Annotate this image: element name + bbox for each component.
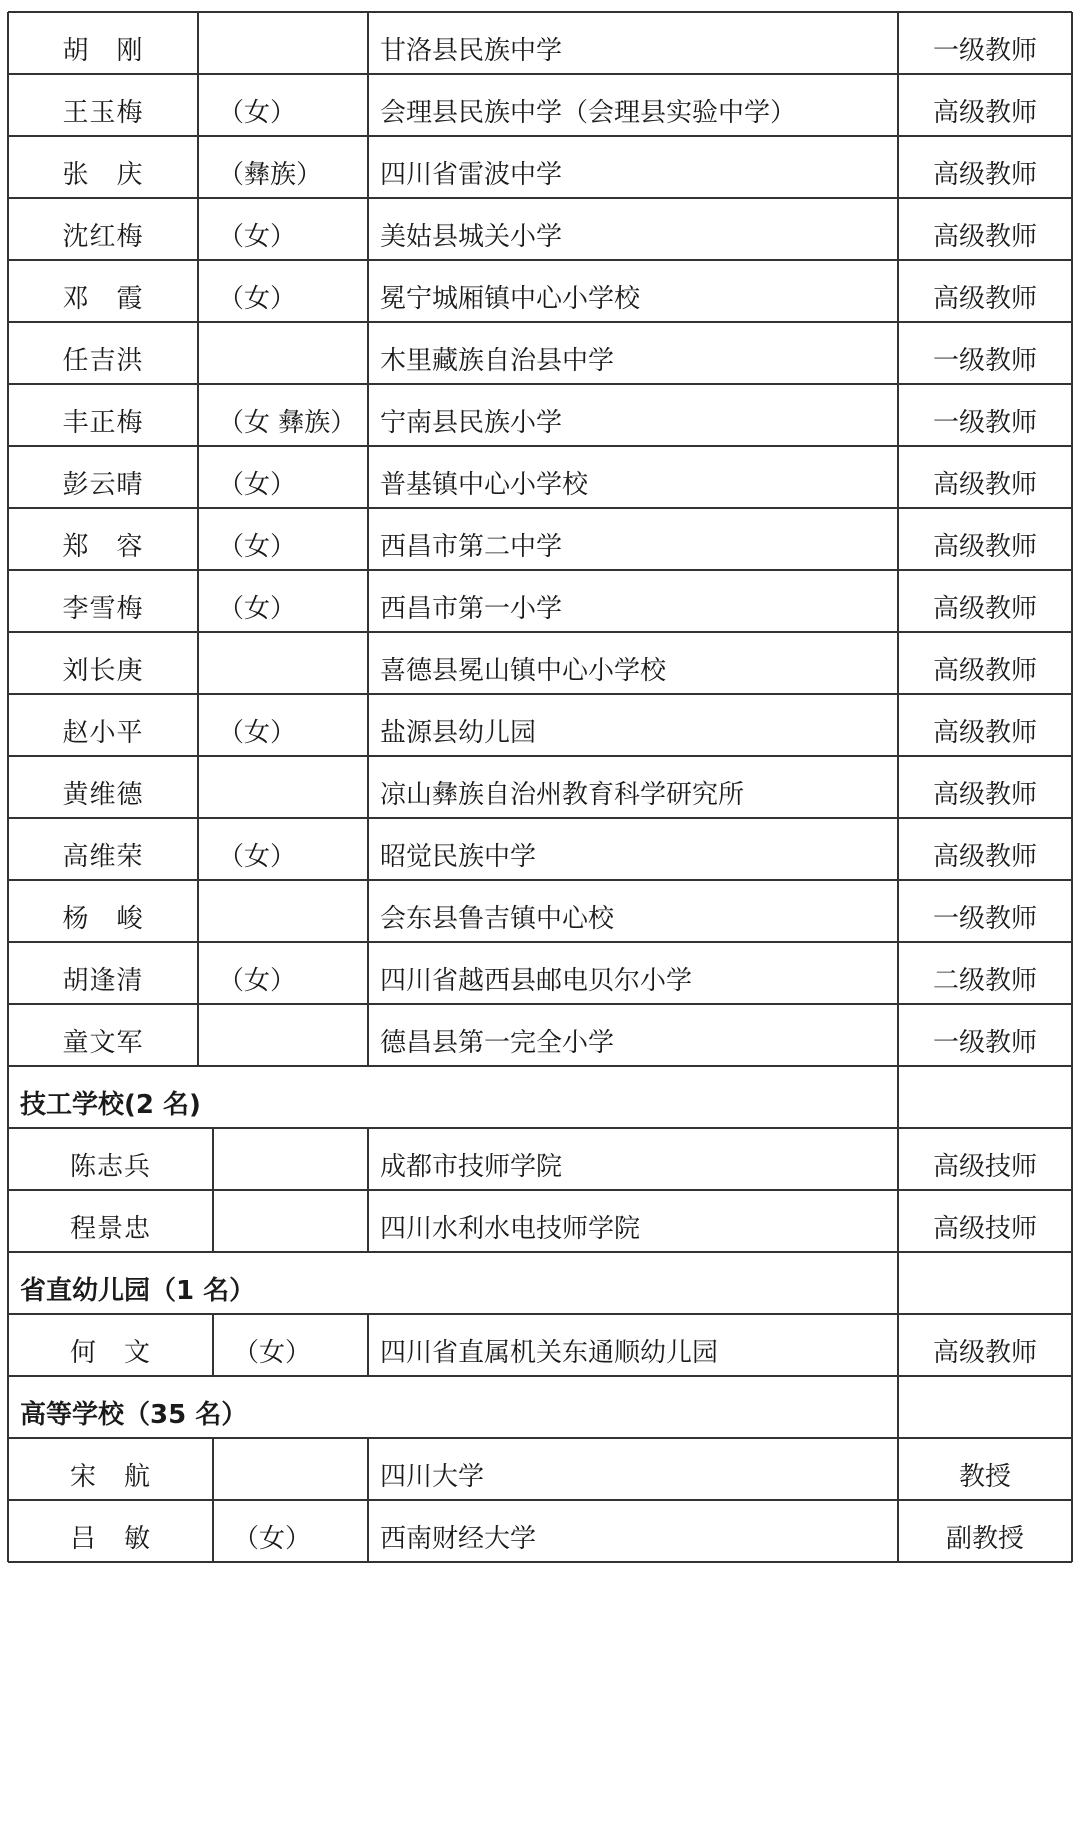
person-name: 高维荣 bbox=[62, 842, 144, 872]
school-name: 西南财经大学 bbox=[380, 1524, 537, 1554]
table-rule-vertical bbox=[7, 818, 9, 880]
person-name: 黄维德 bbox=[62, 780, 144, 810]
table-rule-vertical bbox=[7, 756, 9, 818]
job-title: 高级教师 bbox=[932, 780, 1037, 810]
person-name: 何 文 bbox=[69, 1338, 151, 1368]
person-name: 童文军 bbox=[62, 1028, 144, 1058]
person-note: （女 彝族） bbox=[218, 408, 357, 438]
table-rule-vertical bbox=[7, 880, 9, 942]
school-name: 冕宁城厢镇中心小学校 bbox=[380, 284, 641, 314]
table-rule-horizontal bbox=[8, 135, 1072, 137]
table-rule-vertical bbox=[897, 1190, 899, 1252]
table-rule-vertical bbox=[212, 1438, 214, 1500]
table-rule-horizontal bbox=[8, 445, 1072, 447]
table-rule-vertical bbox=[7, 1190, 9, 1252]
table-rule-vertical bbox=[367, 1314, 369, 1376]
table-rule-vertical bbox=[7, 1252, 9, 1314]
table-rule-vertical bbox=[197, 12, 199, 74]
school-name: 成都市技师学院 bbox=[380, 1152, 563, 1182]
table-rule-vertical bbox=[7, 322, 9, 384]
table-rule-vertical bbox=[897, 1128, 899, 1190]
table-rule-vertical bbox=[197, 322, 199, 384]
table-rule-vertical bbox=[897, 260, 899, 322]
person-note: （女） bbox=[233, 1338, 312, 1368]
person-name: 胡逢清 bbox=[62, 966, 144, 996]
table-rule-horizontal bbox=[8, 1003, 1072, 1005]
section-label: 高等学校（35 名） bbox=[20, 1400, 248, 1430]
job-title: 一级教师 bbox=[932, 904, 1037, 934]
job-title: 二级教师 bbox=[932, 966, 1037, 996]
job-title: 高级教师 bbox=[932, 160, 1037, 190]
person-name: 宋 航 bbox=[69, 1462, 151, 1492]
school-name: 会理县民族中学（会理县实验中学） bbox=[380, 98, 797, 128]
table-rule-vertical bbox=[197, 570, 199, 632]
table-rule-vertical bbox=[897, 756, 899, 818]
table-rule-vertical bbox=[1071, 446, 1073, 508]
table-rule-vertical bbox=[212, 1314, 214, 1376]
table-rule-vertical bbox=[367, 322, 369, 384]
person-name: 杨 峻 bbox=[62, 904, 144, 934]
school-name: 四川省直属机关东通顺幼儿园 bbox=[380, 1338, 719, 1368]
table-rule-vertical bbox=[367, 260, 369, 322]
table-rule-vertical bbox=[1071, 756, 1073, 818]
table-rule-vertical bbox=[197, 1004, 199, 1066]
table-rule-vertical bbox=[197, 260, 199, 322]
job-title: 一级教师 bbox=[932, 36, 1037, 66]
table-rule-vertical bbox=[367, 198, 369, 260]
school-name: 美姑县城关小学 bbox=[380, 222, 563, 252]
table-rule-vertical bbox=[367, 818, 369, 880]
table-rule-vertical bbox=[367, 136, 369, 198]
table-rule-vertical bbox=[897, 1066, 899, 1128]
table-rule-vertical bbox=[897, 508, 899, 570]
table-rule-vertical bbox=[212, 1128, 214, 1190]
table-rule-vertical bbox=[7, 12, 9, 74]
person-note: （女） bbox=[218, 718, 297, 748]
table-rule-vertical bbox=[197, 818, 199, 880]
table-rule-vertical bbox=[7, 136, 9, 198]
table-rule-vertical bbox=[1071, 1066, 1073, 1128]
table-rule-vertical bbox=[1071, 1500, 1073, 1562]
table-rule-horizontal bbox=[8, 73, 1072, 75]
school-name: 西昌市第二中学 bbox=[380, 532, 563, 562]
table-rule-vertical bbox=[367, 1128, 369, 1190]
table-rule-vertical bbox=[7, 198, 9, 260]
table-rule-vertical bbox=[897, 1438, 899, 1500]
job-title: 高级教师 bbox=[932, 842, 1037, 872]
table-rule-horizontal bbox=[8, 321, 1072, 323]
table-rule-horizontal bbox=[8, 1251, 1072, 1253]
table-rule-vertical bbox=[7, 508, 9, 570]
school-name: 昭觉民族中学 bbox=[380, 842, 537, 872]
table-rule-vertical bbox=[7, 570, 9, 632]
person-name: 沈红梅 bbox=[62, 222, 144, 252]
table-rule-horizontal bbox=[8, 631, 1072, 633]
table-rule-vertical bbox=[7, 260, 9, 322]
person-name: 李雪梅 bbox=[62, 594, 144, 624]
table-rule-vertical bbox=[367, 1004, 369, 1066]
table-rule-vertical bbox=[197, 384, 199, 446]
table-rule-vertical bbox=[1071, 880, 1073, 942]
table-rule-vertical bbox=[367, 880, 369, 942]
table-rule-vertical bbox=[212, 1500, 214, 1562]
table-rule-vertical bbox=[367, 1190, 369, 1252]
school-name: 甘洛县民族中学 bbox=[380, 36, 563, 66]
table-rule-vertical bbox=[897, 1252, 899, 1314]
table-rule-horizontal bbox=[8, 941, 1072, 943]
school-name: 盐源县幼儿园 bbox=[380, 718, 537, 748]
table-rule-vertical bbox=[197, 446, 199, 508]
job-title: 高级教师 bbox=[932, 284, 1037, 314]
table-rule-vertical bbox=[897, 1500, 899, 1562]
school-name: 四川省雷波中学 bbox=[380, 160, 563, 190]
table-rule-vertical bbox=[897, 818, 899, 880]
table-rule-horizontal bbox=[8, 1499, 1072, 1501]
job-title: 高级教师 bbox=[932, 594, 1037, 624]
table-rule-vertical bbox=[7, 1128, 9, 1190]
school-name: 宁南县民族小学 bbox=[380, 408, 563, 438]
job-title: 一级教师 bbox=[932, 346, 1037, 376]
table-rule-vertical bbox=[1071, 136, 1073, 198]
table-rule-vertical bbox=[7, 632, 9, 694]
person-note: （女） bbox=[218, 284, 297, 314]
table-rule-vertical bbox=[197, 756, 199, 818]
table-rule-vertical bbox=[7, 1066, 9, 1128]
school-name: 普基镇中心小学校 bbox=[380, 470, 589, 500]
table-rule-vertical bbox=[1071, 508, 1073, 570]
person-note: （女） bbox=[218, 222, 297, 252]
table-rule-vertical bbox=[897, 1314, 899, 1376]
job-title: 高级教师 bbox=[932, 470, 1037, 500]
table-rule-horizontal bbox=[8, 817, 1072, 819]
school-name: 喜德县冕山镇中心小学校 bbox=[380, 656, 667, 686]
school-name: 德昌县第一完全小学 bbox=[380, 1028, 615, 1058]
table-rule-vertical bbox=[367, 508, 369, 570]
table-rule-vertical bbox=[367, 942, 369, 1004]
person-name: 赵小平 bbox=[62, 718, 144, 748]
job-title: 副教授 bbox=[945, 1524, 1024, 1554]
person-note: （女） bbox=[233, 1524, 312, 1554]
job-title: 高级教师 bbox=[932, 532, 1037, 562]
table-rule-vertical bbox=[197, 880, 199, 942]
table-rule-vertical bbox=[897, 570, 899, 632]
table-rule-vertical bbox=[897, 12, 899, 74]
job-title: 高级教师 bbox=[932, 718, 1037, 748]
school-name: 凉山彝族自治州教育科学研究所 bbox=[380, 780, 745, 810]
table-rule-vertical bbox=[7, 1376, 9, 1438]
person-note: （女） bbox=[218, 98, 297, 128]
table-rule-vertical bbox=[367, 74, 369, 136]
table-rule-vertical bbox=[1071, 1190, 1073, 1252]
table-rule-vertical bbox=[1071, 12, 1073, 74]
table-rule-vertical bbox=[1071, 570, 1073, 632]
table-rule-horizontal bbox=[8, 1127, 1072, 1129]
table-rule-horizontal bbox=[8, 1189, 1072, 1191]
table-rule-vertical bbox=[897, 384, 899, 446]
person-name: 郑 容 bbox=[62, 532, 144, 562]
table-rule-horizontal bbox=[8, 1375, 1072, 1377]
person-name: 胡 刚 bbox=[62, 36, 144, 66]
table-rule-vertical bbox=[1071, 1438, 1073, 1500]
table-rule-vertical bbox=[1071, 1376, 1073, 1438]
table-rule-vertical bbox=[212, 1190, 214, 1252]
table-rule-vertical bbox=[7, 942, 9, 1004]
table-rule-horizontal bbox=[8, 11, 1072, 13]
person-name: 程景忠 bbox=[69, 1214, 151, 1244]
table-rule-vertical bbox=[1071, 260, 1073, 322]
table-rule-vertical bbox=[7, 694, 9, 756]
job-title: 高级教师 bbox=[932, 98, 1037, 128]
table-rule-vertical bbox=[1071, 632, 1073, 694]
table-rule-vertical bbox=[367, 446, 369, 508]
table-rule-horizontal bbox=[8, 693, 1072, 695]
table-rule-vertical bbox=[367, 632, 369, 694]
table-rule-vertical bbox=[367, 756, 369, 818]
school-name: 西昌市第一小学 bbox=[380, 594, 563, 624]
table-rule-vertical bbox=[7, 1438, 9, 1500]
person-name: 陈志兵 bbox=[69, 1152, 151, 1182]
job-title: 高级技师 bbox=[932, 1152, 1037, 1182]
table-rule-vertical bbox=[1071, 384, 1073, 446]
person-note: （女） bbox=[218, 594, 297, 624]
table-rule-vertical bbox=[197, 942, 199, 1004]
table-rule-vertical bbox=[897, 1376, 899, 1438]
table-rule-vertical bbox=[197, 508, 199, 570]
person-note: （女） bbox=[218, 842, 297, 872]
school-name: 会东县鲁吉镇中心校 bbox=[380, 904, 615, 934]
table-rule-vertical bbox=[897, 198, 899, 260]
person-name: 任吉洪 bbox=[62, 346, 144, 376]
table-rule-vertical bbox=[897, 1004, 899, 1066]
person-name: 彭云晴 bbox=[62, 470, 144, 500]
table-rule-vertical bbox=[7, 1500, 9, 1562]
table-rule-vertical bbox=[897, 136, 899, 198]
person-name: 吕 敏 bbox=[69, 1524, 151, 1554]
table-rule-vertical bbox=[1071, 1128, 1073, 1190]
job-title: 高级教师 bbox=[932, 656, 1037, 686]
job-title: 高级教师 bbox=[932, 222, 1037, 252]
table-rule-horizontal bbox=[8, 1561, 1072, 1563]
person-name: 刘长庚 bbox=[62, 656, 144, 686]
table-rule-vertical bbox=[7, 1314, 9, 1376]
table-rule-vertical bbox=[897, 322, 899, 384]
table-rule-vertical bbox=[367, 694, 369, 756]
table-rule-horizontal bbox=[8, 879, 1072, 881]
person-name: 王玉梅 bbox=[62, 98, 144, 128]
job-title: 一级教师 bbox=[932, 1028, 1037, 1058]
table-rule-vertical bbox=[897, 632, 899, 694]
job-title: 高级教师 bbox=[932, 1338, 1037, 1368]
table-rule-vertical bbox=[7, 74, 9, 136]
table-rule-vertical bbox=[197, 198, 199, 260]
table-rule-horizontal bbox=[8, 755, 1072, 757]
job-title: 教授 bbox=[958, 1462, 1011, 1492]
table-rule-vertical bbox=[1071, 1252, 1073, 1314]
table-rule-horizontal bbox=[8, 1065, 1072, 1067]
table-rule-vertical bbox=[1071, 942, 1073, 1004]
table-rule-vertical bbox=[7, 384, 9, 446]
person-note: （女） bbox=[218, 532, 297, 562]
table-rule-vertical bbox=[1071, 74, 1073, 136]
person-name: 张 庆 bbox=[62, 160, 144, 190]
table-rule-vertical bbox=[197, 74, 199, 136]
school-name: 四川水利水电技师学院 bbox=[380, 1214, 641, 1244]
section-label: 技工学校(2 名) bbox=[20, 1090, 201, 1120]
table-rule-vertical bbox=[1071, 694, 1073, 756]
table-rule-vertical bbox=[897, 446, 899, 508]
table-rule-vertical bbox=[367, 384, 369, 446]
table-rule-horizontal bbox=[8, 383, 1072, 385]
person-note: （女） bbox=[218, 470, 297, 500]
table-rule-horizontal bbox=[8, 569, 1072, 571]
table-rule-vertical bbox=[197, 694, 199, 756]
job-title: 一级教师 bbox=[932, 408, 1037, 438]
table-rule-vertical bbox=[367, 12, 369, 74]
school-name: 四川大学 bbox=[380, 1462, 485, 1492]
table-rule-vertical bbox=[897, 880, 899, 942]
job-title: 高级技师 bbox=[932, 1214, 1037, 1244]
table-rule-vertical bbox=[897, 74, 899, 136]
table-rule-horizontal bbox=[8, 1437, 1072, 1439]
table-rule-horizontal bbox=[8, 1313, 1072, 1315]
school-name: 木里藏族自治县中学 bbox=[380, 346, 615, 376]
table-rule-horizontal bbox=[8, 259, 1072, 261]
table-rule-vertical bbox=[367, 570, 369, 632]
table-rule-vertical bbox=[367, 1500, 369, 1562]
table-rule-vertical bbox=[897, 694, 899, 756]
table-rule-vertical bbox=[1071, 818, 1073, 880]
table-rule-vertical bbox=[7, 1004, 9, 1066]
person-note: （女） bbox=[218, 966, 297, 996]
table-rule-horizontal bbox=[8, 197, 1072, 199]
table-rule-vertical bbox=[1071, 1004, 1073, 1066]
section-label: 省直幼儿园（1 名） bbox=[20, 1276, 256, 1306]
table-rule-vertical bbox=[1071, 322, 1073, 384]
person-note: （彝族） bbox=[218, 160, 323, 190]
table-rule-vertical bbox=[367, 1438, 369, 1500]
table-rule-vertical bbox=[1071, 198, 1073, 260]
table-rule-vertical bbox=[1071, 1314, 1073, 1376]
person-name: 邓 霞 bbox=[62, 284, 144, 314]
table-rule-vertical bbox=[897, 942, 899, 1004]
table-rule-vertical bbox=[7, 446, 9, 508]
table-rule-vertical bbox=[197, 136, 199, 198]
school-name: 四川省越西县邮电贝尔小学 bbox=[380, 966, 693, 996]
table-rule-vertical bbox=[197, 632, 199, 694]
person-name: 丰正梅 bbox=[62, 408, 144, 438]
table-rule-horizontal bbox=[8, 507, 1072, 509]
